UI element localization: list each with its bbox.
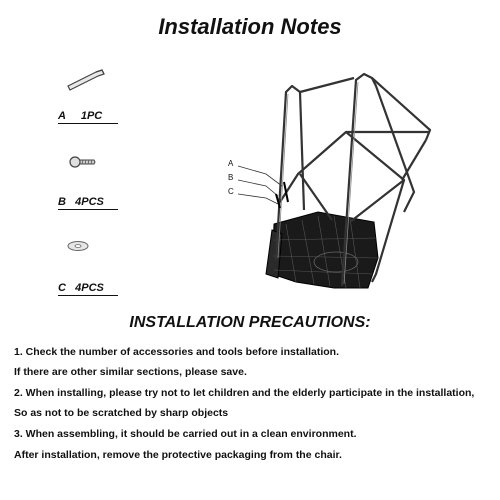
part-c-label <box>58 282 118 296</box>
note-line-4: So as not to be scratched by sharp objects <box>14 407 229 419</box>
part-a-qty: 1PC <box>80 110 103 122</box>
precautions-title: INSTALLATION PRECAUTIONS: <box>129 314 371 331</box>
part-b-letter: B <box>58 196 66 208</box>
part-a-label <box>58 110 118 124</box>
screw-icon <box>68 152 98 172</box>
note-line-5: 3. When assembling, it should be carried out in a clean environment. <box>14 428 357 440</box>
part-c-letter: C <box>58 282 66 294</box>
note-line-2: If there are other similar sections, please save. <box>14 366 247 378</box>
hex-key-icon <box>62 64 112 94</box>
note-line-1: 1. Check the number of accessories and tools before installation. <box>14 346 340 358</box>
callout-c: C <box>228 187 234 196</box>
washer-icon <box>66 238 96 254</box>
note-line-6: After installation, remove the protective packaging from the chair. <box>14 449 342 461</box>
part-a-letter: A <box>58 110 66 122</box>
chair-assembly-diagram <box>226 62 486 302</box>
chair-seat <box>266 212 378 288</box>
page-title: Installation Notes <box>158 14 342 39</box>
callout-a: A <box>228 159 234 168</box>
part-b-qty: 4PCS <box>75 196 104 208</box>
callout-b: B <box>228 173 234 182</box>
part-c-qty: 4PCS <box>75 282 104 294</box>
callout-lines <box>238 166 282 204</box>
note-line-3: 2. When installing, please try not to let children and the elderly participate in the installation, <box>14 387 475 399</box>
part-b-label <box>58 196 118 210</box>
